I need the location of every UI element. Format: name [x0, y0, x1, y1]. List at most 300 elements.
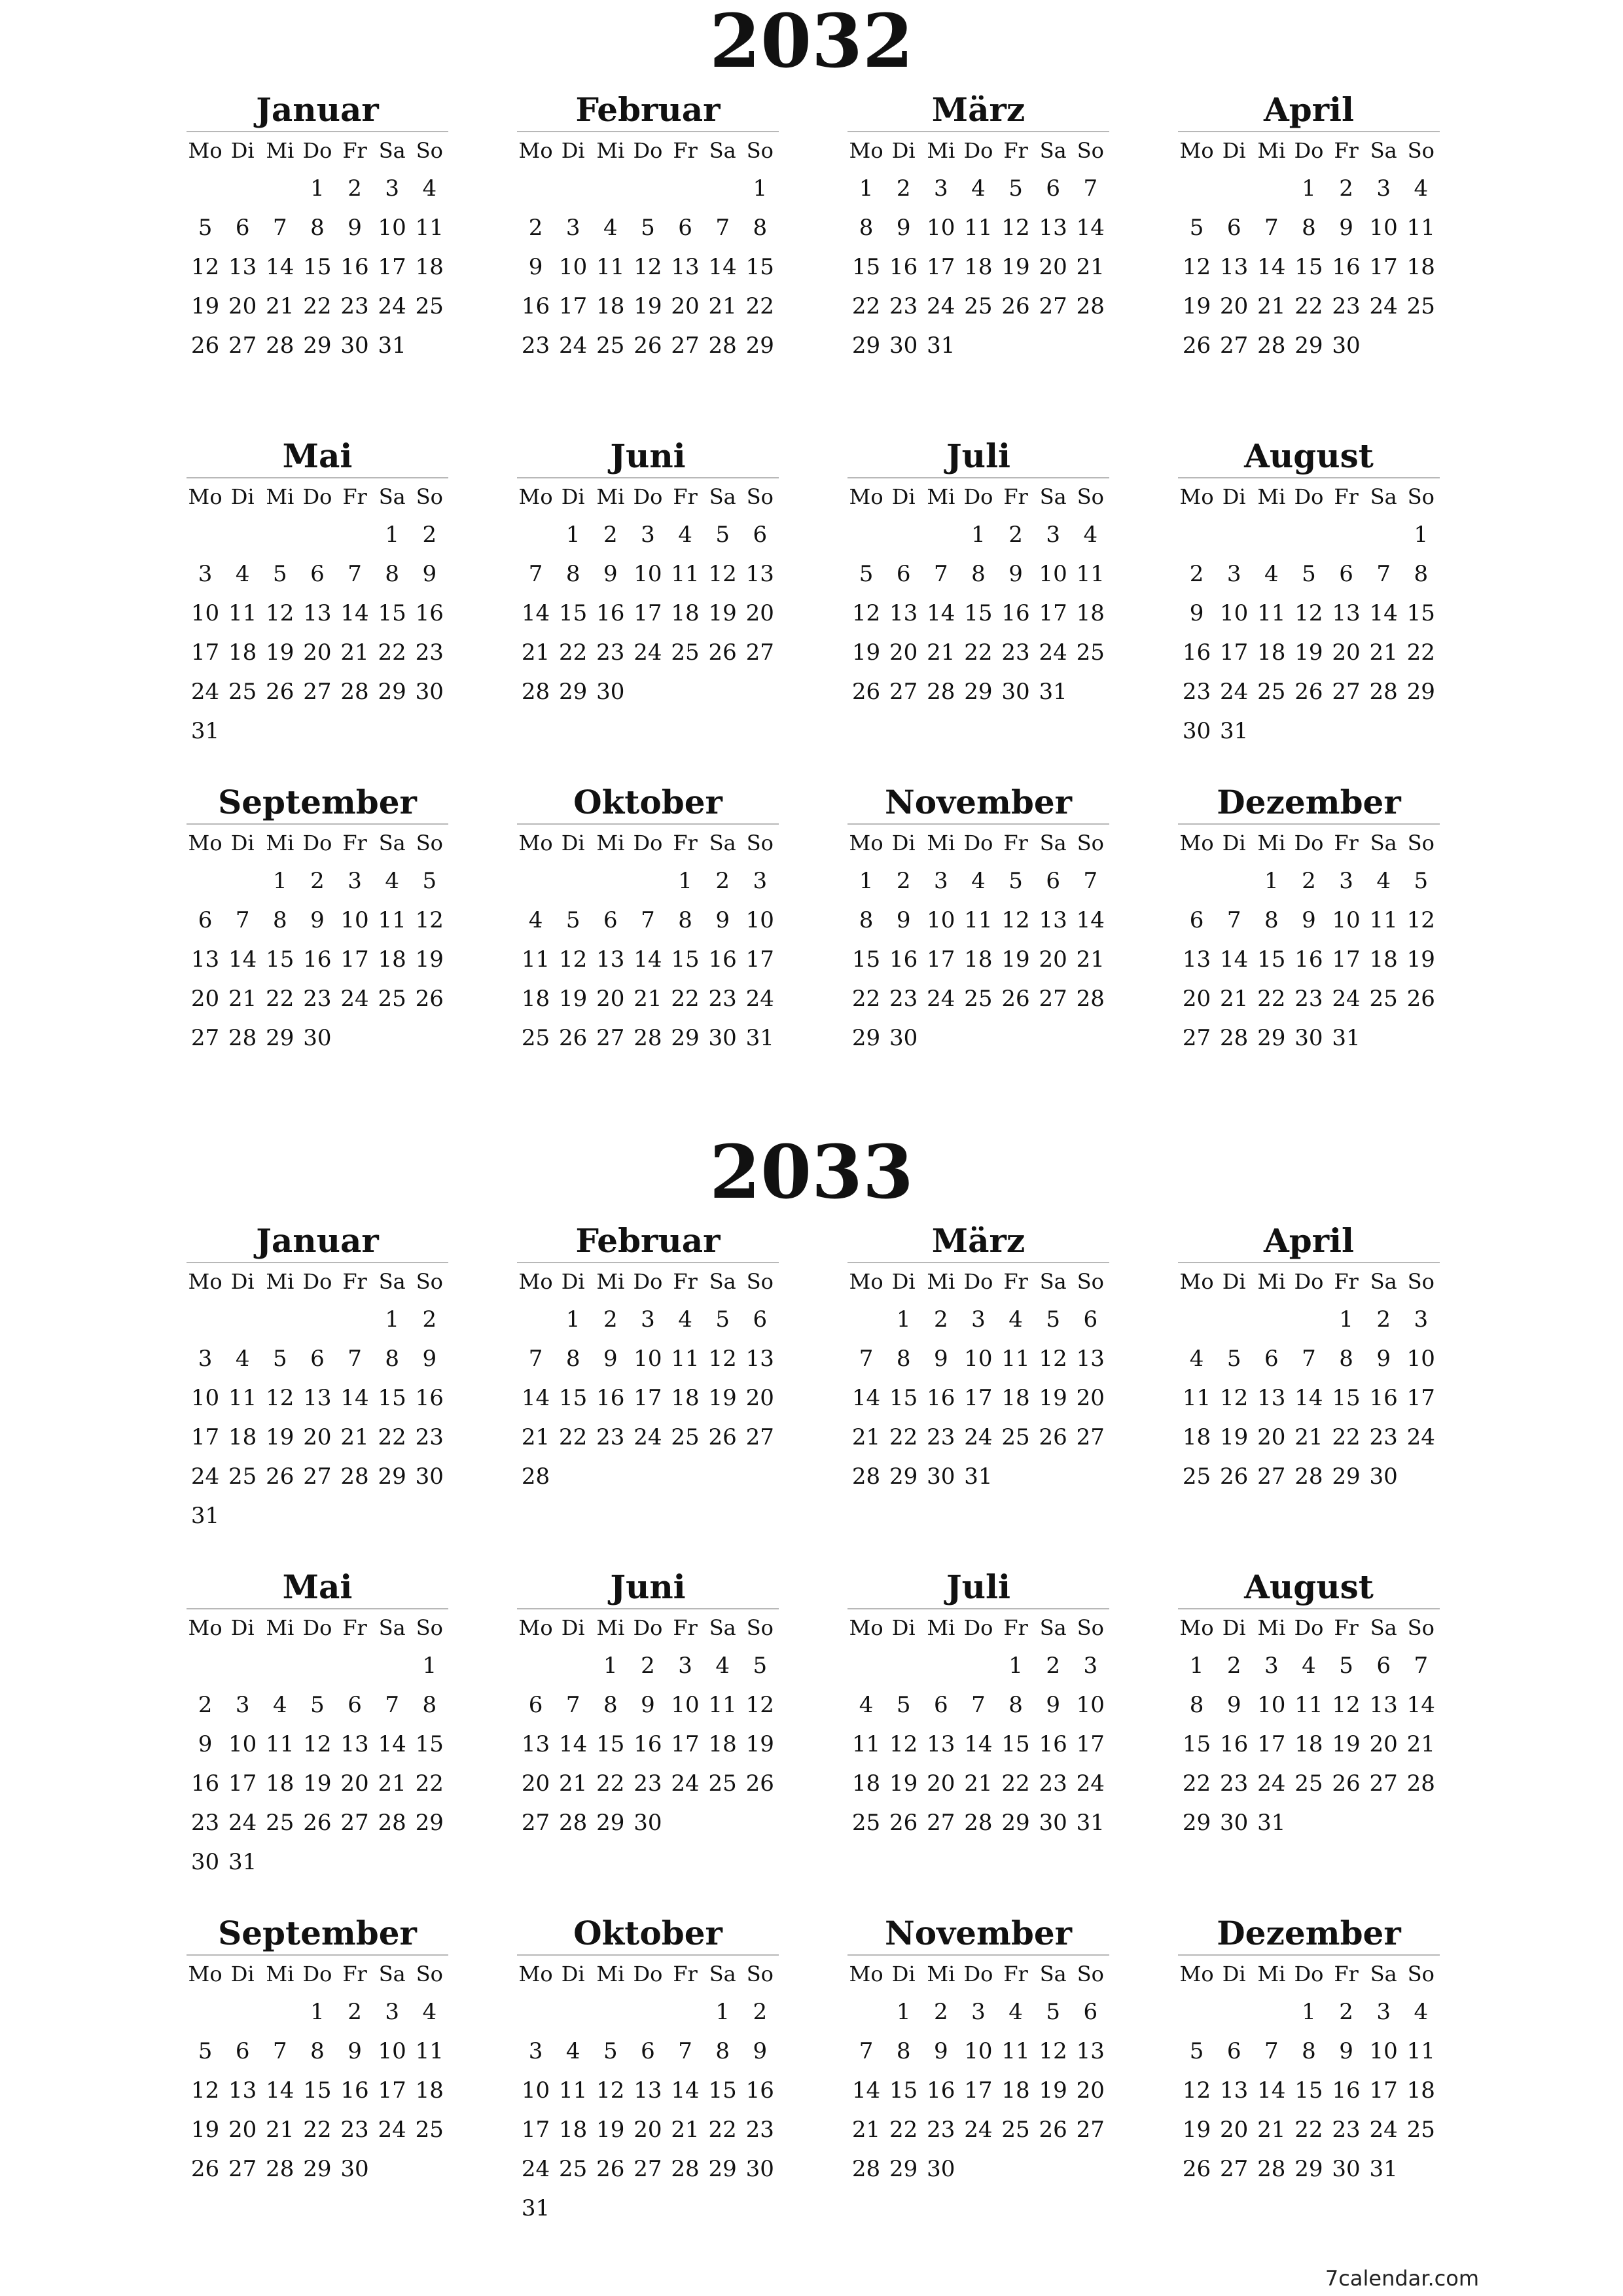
day-cell: 1: [896, 1306, 911, 1333]
day-cell: 24: [340, 986, 369, 1012]
day-cell: 26: [851, 679, 881, 705]
day-cell: 26: [1182, 332, 1211, 359]
week-row: [847, 1018, 1109, 1058]
weekday-header: Sa: [378, 831, 406, 855]
week-row: [187, 1803, 448, 1842]
day-cell: 23: [1001, 639, 1030, 666]
day-cell: 23: [521, 332, 550, 359]
day-cell: 13: [521, 1731, 550, 1757]
weekday-header: Fr: [1003, 138, 1028, 163]
day-cell: 10: [1220, 600, 1249, 626]
day-cell: 28: [633, 1025, 662, 1051]
weekday-header: Di: [891, 831, 916, 855]
day-cell: 5: [310, 1692, 325, 1718]
day-cell: 24: [1332, 986, 1361, 1012]
weekday-header: So: [416, 1269, 443, 1294]
day-cell: 17: [1220, 639, 1249, 666]
weekday-header: Fr: [1003, 1615, 1028, 1640]
day-cell: 11: [596, 254, 625, 280]
weekday-header: Di: [230, 1269, 255, 1294]
day-cell: 13: [1076, 2038, 1105, 2064]
weekday-header: Mi: [266, 1962, 294, 1986]
day-cell: 21: [1220, 986, 1249, 1012]
day-cell: 6: [310, 561, 325, 587]
month-februar: [517, 89, 779, 365]
day-cell: 9: [1226, 1692, 1241, 1718]
day-cell: 21: [521, 639, 550, 666]
day-cell: 9: [933, 2038, 948, 2064]
day-cell: 13: [1039, 907, 1067, 933]
day-cell: 25: [1406, 293, 1435, 319]
day-cell: 2: [348, 175, 362, 202]
day-cell: 27: [1332, 679, 1361, 705]
week-row: [847, 1300, 1109, 1339]
day-cell: 7: [272, 2038, 287, 2064]
day-cell: 31: [228, 1849, 257, 1875]
day-cell: 23: [1332, 293, 1361, 319]
month-januar: [187, 1220, 448, 1535]
day-cell: 20: [1182, 986, 1211, 1012]
day-cell: 19: [1039, 2077, 1067, 2104]
day-cell: 7: [1264, 215, 1279, 241]
week-row: [517, 1803, 779, 1842]
day-cell: 25: [266, 1810, 294, 1836]
weekday-header: Mi: [927, 831, 955, 855]
day-cell: 11: [1369, 907, 1398, 933]
weekday-header: Di: [561, 831, 585, 855]
day-cell: 17: [1257, 1731, 1286, 1757]
day-cell: 13: [1076, 1346, 1105, 1372]
month-name: Dezember: [1217, 783, 1401, 821]
day-cell: 13: [671, 254, 700, 280]
day-cell: 10: [521, 2077, 550, 2104]
weekday-header: So: [1407, 1615, 1435, 1640]
day-cell: 30: [1001, 679, 1030, 705]
week-row: [187, 901, 448, 940]
day-cell: 18: [1406, 254, 1435, 280]
day-cell: 30: [415, 1463, 444, 1490]
week-row: [517, 1339, 779, 1378]
day-cell: 7: [565, 1692, 580, 1718]
day-cell: 3: [198, 561, 213, 587]
day-cell: 20: [1039, 254, 1067, 280]
day-cell: 20: [340, 1770, 369, 1797]
day-cell: 12: [1001, 907, 1030, 933]
weekday-header: So: [416, 1962, 443, 1986]
day-cell: 24: [190, 1463, 220, 1490]
day-cell: 4: [1302, 1653, 1316, 1679]
day-cell: 3: [1264, 1653, 1279, 1679]
day-cell: 9: [1046, 1692, 1060, 1718]
day-cell: 18: [1182, 1424, 1211, 1450]
day-cell: 19: [1220, 1424, 1249, 1450]
day-cell: 14: [1257, 254, 1286, 280]
weekday-header: Mo: [1179, 1962, 1214, 1986]
day-cell: 20: [889, 639, 918, 666]
day-cell: 13: [889, 600, 918, 626]
weekday-header: Fr: [1334, 1615, 1359, 1640]
day-cell: 14: [964, 1731, 993, 1757]
day-cell: 12: [745, 1692, 774, 1718]
day-cell: 25: [1076, 639, 1105, 666]
day-cell: 6: [1083, 1999, 1098, 2025]
weekday-header: Fr: [342, 831, 367, 855]
weekday-header: Mo: [188, 831, 223, 855]
day-cell: 4: [422, 175, 437, 202]
weekday-header: Di: [561, 484, 585, 509]
week-row: [187, 1418, 448, 1457]
day-cell: 5: [1414, 868, 1429, 894]
weekday-header: Mi: [1257, 1269, 1286, 1294]
day-cell: 13: [1332, 600, 1361, 626]
day-cell: 3: [198, 1346, 213, 1372]
weekday-header: So: [746, 484, 774, 509]
day-cell: 8: [678, 907, 692, 933]
day-cell: 21: [851, 1424, 881, 1450]
month-september: [187, 781, 448, 1058]
day-cell: 16: [745, 2077, 774, 2104]
day-cell: 23: [1332, 2117, 1361, 2143]
day-cell: 24: [228, 1810, 257, 1836]
day-cell: 11: [1182, 1385, 1211, 1411]
weekday-header: Di: [561, 1962, 585, 1986]
day-cell: 17: [228, 1770, 257, 1797]
weekday-header: Mo: [1179, 831, 1214, 855]
day-cell: 31: [1039, 679, 1067, 705]
day-cell: 29: [596, 1810, 625, 1836]
day-cell: 6: [1046, 175, 1060, 202]
week-row: [517, 901, 779, 940]
day-cell: 27: [303, 1463, 332, 1490]
day-cell: 22: [303, 293, 332, 319]
day-cell: 21: [633, 986, 662, 1012]
day-cell: 25: [415, 2117, 444, 2143]
weekday-header: Mi: [1257, 1615, 1286, 1640]
day-cell: 15: [851, 254, 881, 280]
day-cell: 22: [964, 639, 993, 666]
day-cell: 1: [272, 868, 287, 894]
weekday-header-row: [847, 1609, 1109, 1646]
day-cell: 8: [896, 1346, 911, 1372]
day-cell: 1: [422, 1653, 437, 1679]
weekday-header: So: [1077, 1962, 1104, 1986]
day-cell: 23: [340, 2117, 369, 2143]
weekday-header: Fr: [673, 1615, 698, 1640]
day-cell: 12: [190, 2077, 220, 2104]
weekday-header: Mi: [596, 831, 625, 855]
week-row: [517, 2189, 779, 2228]
day-cell: 4: [1189, 1346, 1204, 1372]
day-cell: 17: [190, 639, 220, 666]
day-cell: 21: [228, 986, 257, 1012]
day-cell: 25: [708, 1770, 737, 1797]
day-cell: 9: [348, 215, 362, 241]
day-cell: 31: [927, 332, 955, 359]
day-cell: 10: [190, 600, 220, 626]
weekday-header: So: [1407, 1269, 1435, 1294]
weekday-header: Di: [891, 1269, 916, 1294]
day-cell: 20: [1039, 946, 1067, 973]
day-cell: 27: [1182, 1025, 1211, 1051]
week-row: [187, 1842, 448, 1882]
day-cell: 3: [1414, 1306, 1429, 1333]
day-cell: 1: [565, 1306, 580, 1333]
day-cell: 15: [303, 254, 332, 280]
day-cell: 14: [1369, 600, 1398, 626]
weekday-header: Di: [891, 1962, 916, 1986]
day-cell: 12: [1182, 2077, 1211, 2104]
day-cell: 13: [1182, 946, 1211, 973]
week-row: [187, 861, 448, 901]
day-cell: 22: [1001, 1770, 1030, 1797]
day-cell: 5: [1008, 868, 1023, 894]
weekday-header: Do: [1294, 138, 1324, 163]
day-cell: 3: [1083, 1653, 1098, 1679]
day-cell: 4: [715, 1653, 730, 1679]
week-row: [847, 672, 1109, 711]
day-cell: 22: [1294, 293, 1323, 319]
weekday-header: Fr: [673, 484, 698, 509]
day-cell: 4: [272, 1692, 287, 1718]
day-cell: 24: [1369, 2117, 1398, 2143]
day-cell: 12: [1039, 2038, 1067, 2064]
month-november: [847, 1912, 1109, 2189]
weekday-header: Fr: [1003, 831, 1028, 855]
day-cell: 31: [1332, 1025, 1361, 1051]
day-cell: 28: [521, 1463, 550, 1490]
weekday-header-row: [1178, 1956, 1440, 1992]
weekday-header-row: [847, 132, 1109, 169]
day-cell: 8: [385, 561, 399, 587]
day-cell: 2: [896, 868, 911, 894]
day-cell: 2: [422, 522, 437, 548]
day-cell: 3: [678, 1653, 692, 1679]
day-cell: 8: [859, 907, 874, 933]
day-cell: 7: [348, 1346, 362, 1372]
day-cell: 26: [633, 332, 662, 359]
weekday-header: Sa: [1370, 1962, 1397, 1986]
day-cell: 12: [889, 1731, 918, 1757]
day-cell: 7: [1302, 1346, 1316, 1372]
day-cell: 9: [348, 2038, 362, 2064]
day-cell: 8: [565, 561, 580, 587]
week-row: [1178, 1418, 1440, 1457]
day-cell: 27: [190, 1025, 220, 1051]
day-cell: 14: [521, 1385, 550, 1411]
day-cell: 27: [1076, 2117, 1105, 2143]
day-cell: 15: [1257, 946, 1286, 973]
day-cell: 16: [1039, 1731, 1067, 1757]
day-cell: 27: [303, 679, 332, 705]
day-cell: 21: [559, 1770, 588, 1797]
weekday-header: Fr: [673, 138, 698, 163]
day-cell: 29: [1001, 1810, 1030, 1836]
weekday-header: So: [1077, 138, 1104, 163]
day-cell: 26: [1039, 1424, 1067, 1450]
day-cell: 14: [1294, 1385, 1323, 1411]
day-cell: 28: [521, 679, 550, 705]
day-cell: 1: [678, 868, 692, 894]
day-cell: 2: [933, 1306, 948, 1333]
day-cell: 20: [1076, 2077, 1105, 2104]
day-cell: 19: [266, 1424, 294, 1450]
day-cell: 15: [745, 254, 774, 280]
day-cell: 29: [964, 679, 993, 705]
day-cell: 9: [1339, 215, 1353, 241]
day-cell: 4: [422, 1999, 437, 2025]
day-cell: 23: [415, 639, 444, 666]
day-cell: 26: [1001, 986, 1030, 1012]
month-name: Juni: [610, 1568, 686, 1606]
day-cell: 14: [340, 600, 369, 626]
day-cell: 4: [235, 1346, 250, 1372]
weekday-header-row: [847, 1263, 1109, 1300]
weekday-header: Sa: [709, 138, 736, 163]
day-cell: 21: [1257, 293, 1286, 319]
weekday-header: Do: [963, 1962, 993, 1986]
day-cell: 18: [228, 1424, 257, 1450]
day-cell: 7: [1414, 1653, 1429, 1679]
month-name: Mai: [282, 437, 353, 475]
day-cell: 19: [1294, 639, 1323, 666]
weekday-header: Di: [1222, 138, 1246, 163]
day-cell: 10: [964, 2038, 993, 2064]
day-cell: 4: [1008, 1306, 1023, 1333]
weekday-header-row: [1178, 1609, 1440, 1646]
day-cell: 15: [851, 946, 881, 973]
day-cell: 10: [190, 1385, 220, 1411]
day-cell: 18: [228, 639, 257, 666]
day-cell: 12: [1220, 1385, 1249, 1411]
day-cell: 13: [303, 600, 332, 626]
weekday-header-row: [187, 825, 448, 861]
day-cell: 20: [303, 1424, 332, 1450]
weekday-header: Do: [633, 831, 663, 855]
day-cell: 22: [889, 1424, 918, 1450]
weekday-header: Mi: [596, 1269, 625, 1294]
weekday-header: Di: [891, 138, 916, 163]
day-cell: 22: [671, 986, 700, 1012]
day-cell: 2: [1226, 1653, 1241, 1679]
day-cell: 18: [708, 1731, 737, 1757]
month-märz: [847, 89, 1109, 365]
day-cell: 19: [1001, 254, 1030, 280]
weekday-header: Mo: [849, 484, 883, 509]
day-cell: 18: [1406, 2077, 1435, 2104]
week-row: [1178, 247, 1440, 287]
day-cell: 11: [1001, 1346, 1030, 1372]
day-cell: 3: [235, 1692, 250, 1718]
day-cell: 21: [1257, 2117, 1286, 2143]
day-cell: 20: [745, 1385, 774, 1411]
day-cell: 26: [1406, 986, 1435, 1012]
month-name: November: [885, 1914, 1072, 1952]
day-cell: 8: [971, 561, 986, 587]
weekday-header: Sa: [1370, 1615, 1397, 1640]
week-row: [517, 1992, 779, 2032]
weekday-header: Mi: [1257, 831, 1286, 855]
week-row: [847, 169, 1109, 208]
weekday-header: Fr: [342, 1269, 367, 1294]
week-row: [1178, 1339, 1440, 1378]
day-cell: 11: [415, 215, 444, 241]
day-cell: 8: [896, 2038, 911, 2064]
weekday-header: So: [746, 1615, 774, 1640]
day-cell: 18: [671, 1385, 700, 1411]
day-cell: 8: [1302, 2038, 1316, 2064]
weekday-header: Mi: [927, 484, 955, 509]
day-cell: 26: [559, 1025, 588, 1051]
week-row: [1178, 711, 1440, 751]
weekday-header: Mo: [518, 138, 553, 163]
week-row: [1178, 1803, 1440, 1842]
day-cell: 28: [1076, 986, 1105, 1012]
week-row: [1178, 1992, 1440, 2032]
day-cell: 25: [1257, 679, 1286, 705]
weekday-header: Sa: [1370, 484, 1397, 509]
day-cell: 12: [596, 2077, 625, 2104]
week-row: [187, 208, 448, 247]
day-cell: 8: [310, 2038, 325, 2064]
day-cell: 15: [964, 600, 993, 626]
month-name: März: [931, 90, 1026, 129]
weekday-header: Fr: [1334, 1962, 1359, 1986]
day-cell: 11: [1406, 215, 1435, 241]
day-cell: 3: [641, 1306, 655, 1333]
week-row: [517, 1764, 779, 1803]
day-cell: 22: [415, 1770, 444, 1797]
day-cell: 7: [715, 215, 730, 241]
day-cell: 24: [964, 1424, 993, 1450]
month-juni: [517, 435, 779, 711]
weekday-header-row: [187, 1609, 448, 1646]
week-row: [1178, 2032, 1440, 2071]
day-cell: 7: [1226, 907, 1241, 933]
day-cell: 8: [422, 1692, 437, 1718]
weekday-header: Di: [561, 138, 585, 163]
weekday-header: Mo: [1179, 1615, 1214, 1640]
day-cell: 11: [671, 1346, 700, 1372]
day-cell: 1: [1264, 868, 1279, 894]
day-cell: 17: [671, 1731, 700, 1757]
day-cell: 11: [671, 561, 700, 587]
day-cell: 15: [1294, 2077, 1323, 2104]
day-cell: 20: [303, 639, 332, 666]
day-cell: 31: [964, 1463, 993, 1490]
weekday-header: Di: [561, 1615, 585, 1640]
day-cell: 30: [340, 332, 369, 359]
weekday-header: Fr: [1003, 1269, 1028, 1294]
day-cell: 27: [745, 1424, 774, 1450]
day-cell: 24: [964, 2117, 993, 2143]
day-cell: 8: [1339, 1346, 1353, 1372]
day-cell: 9: [1376, 1346, 1391, 1372]
weekday-header-row: [517, 825, 779, 861]
weekday-header: Fr: [342, 484, 367, 509]
weekday-header: So: [1407, 831, 1435, 855]
day-cell: 20: [190, 986, 220, 1012]
weekday-header: Mo: [518, 1962, 553, 1986]
day-cell: 4: [971, 868, 986, 894]
day-cell: 19: [851, 639, 881, 666]
weekday-header: Do: [1294, 1269, 1324, 1294]
weekday-header: Mo: [518, 1269, 553, 1294]
weekday-header: Sa: [709, 1962, 736, 1986]
weekday-header: Mo: [1179, 484, 1214, 509]
day-cell: 1: [896, 1999, 911, 2025]
weekday-header: Mi: [1257, 1962, 1286, 1986]
weekday-header-row: [517, 1609, 779, 1646]
